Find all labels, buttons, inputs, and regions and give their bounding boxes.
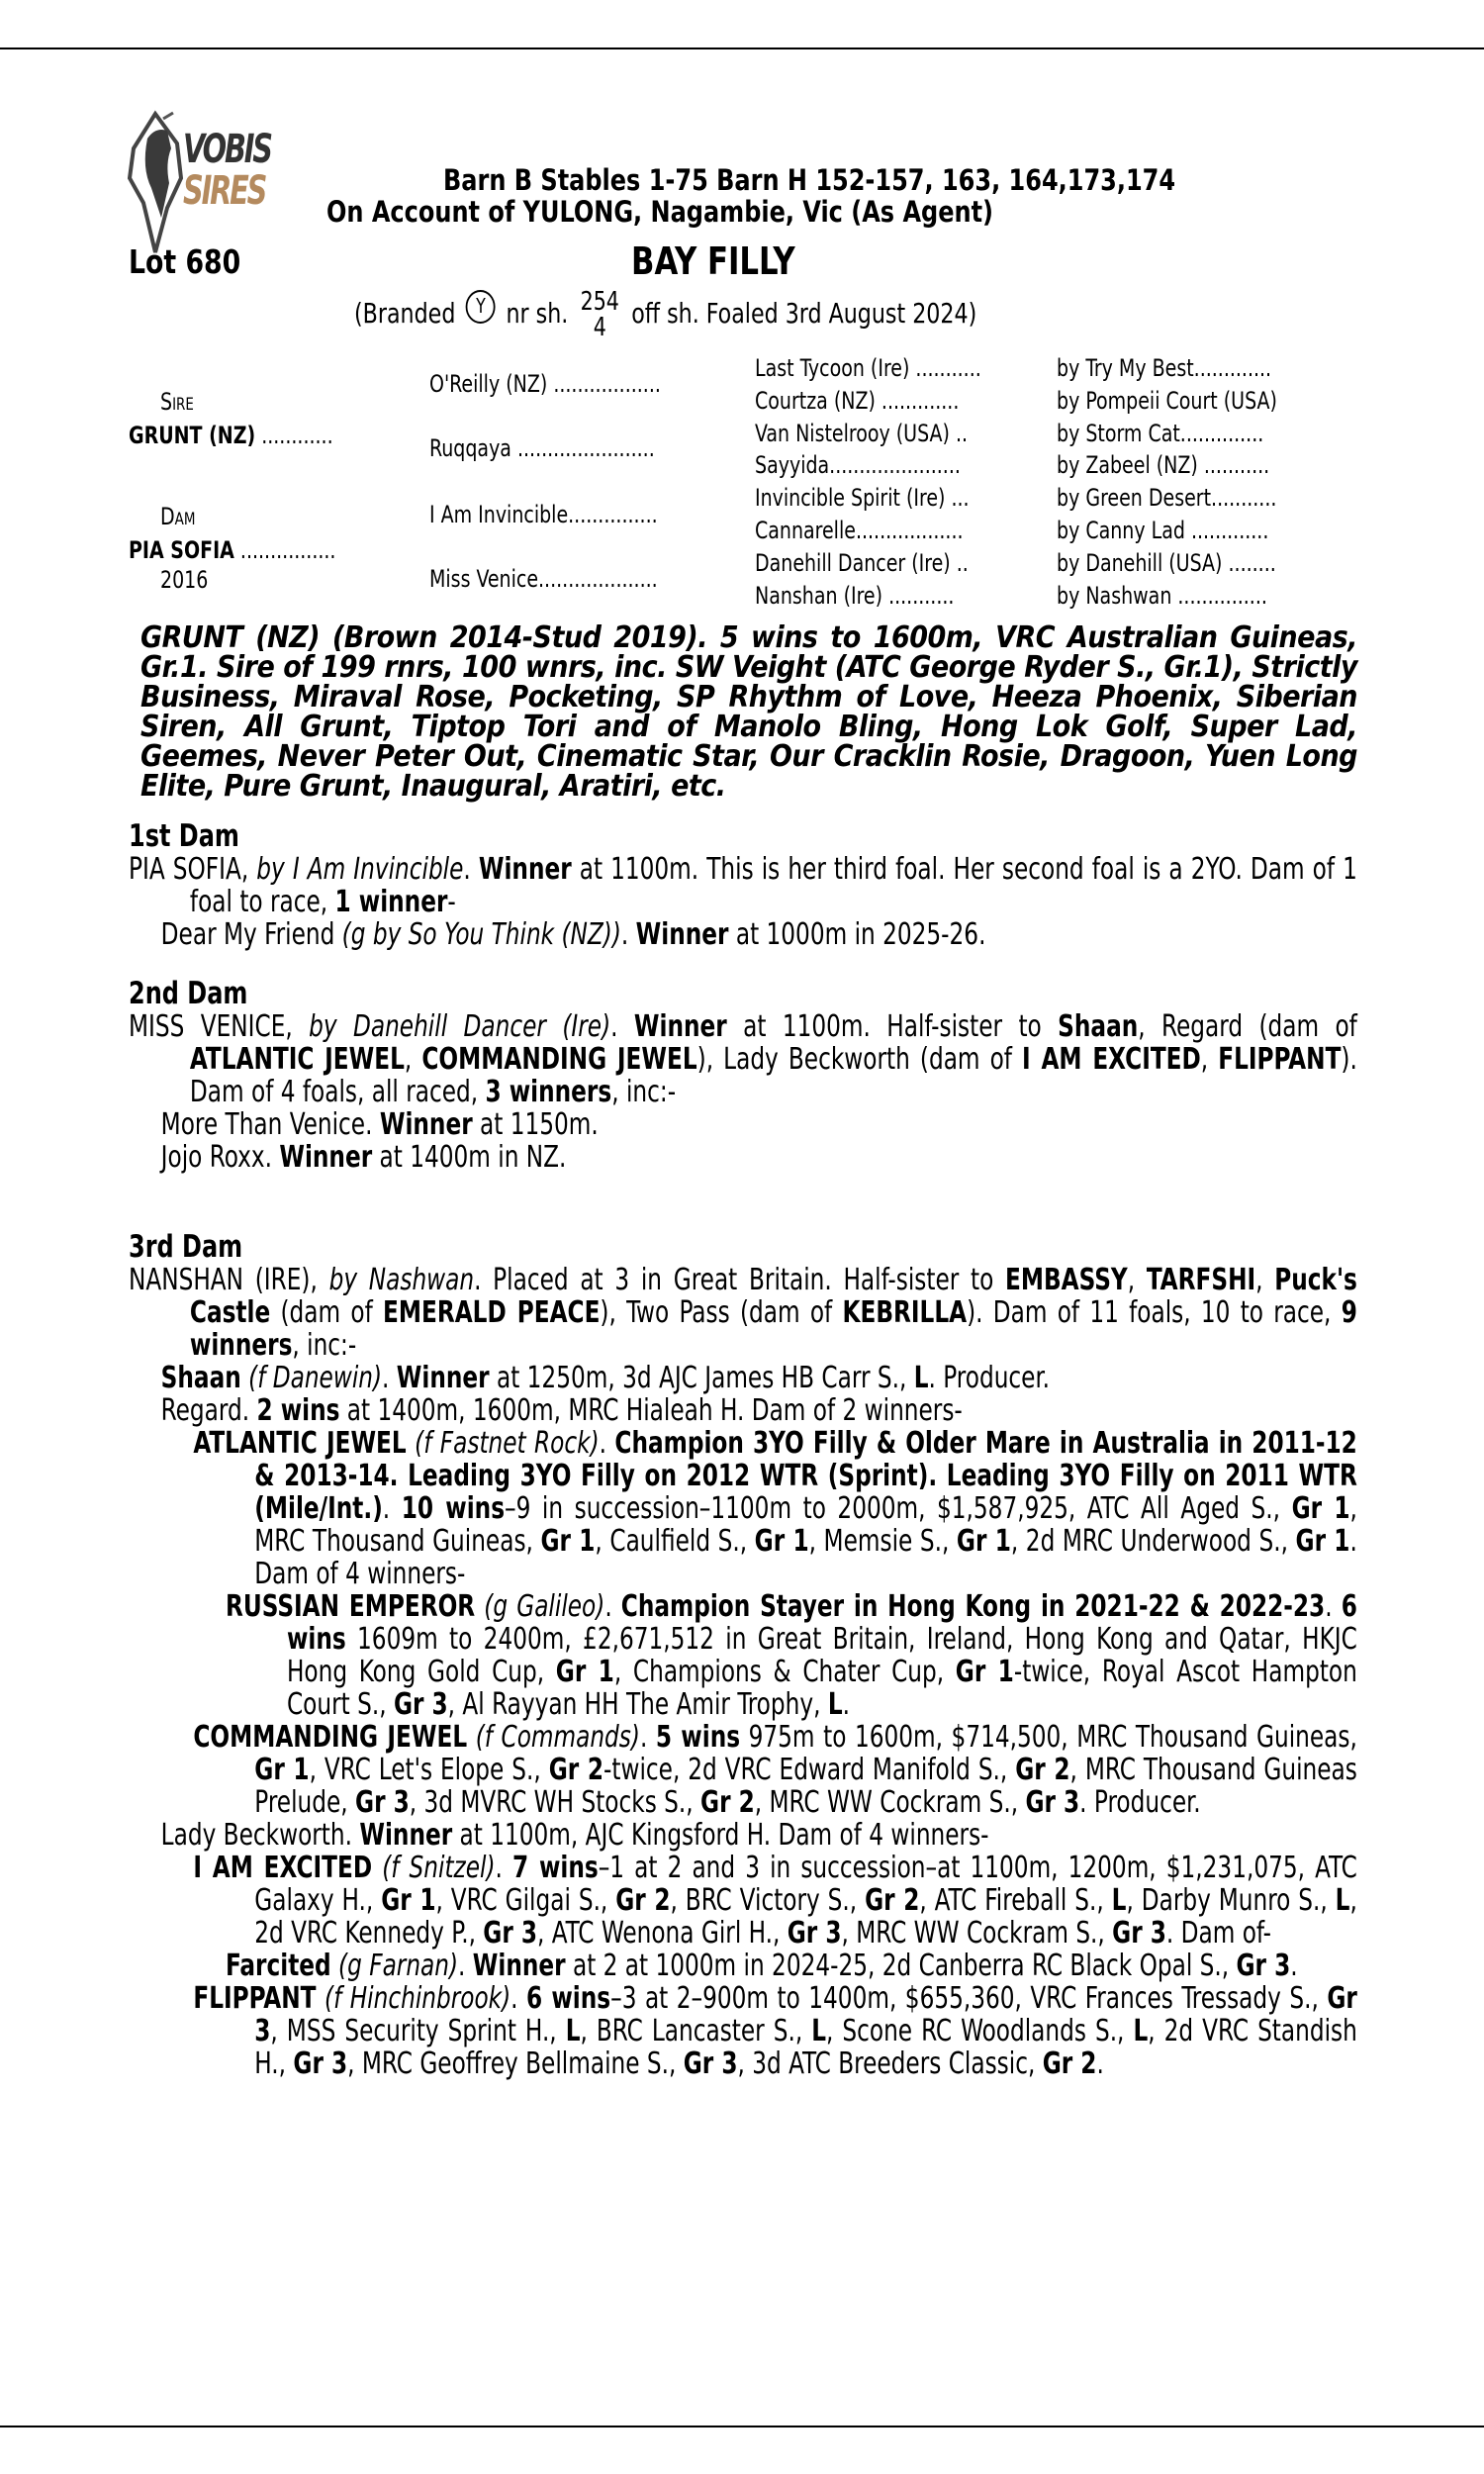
brand-number (581, 289, 619, 340)
logo-word-vobis: VOBIS (183, 127, 271, 172)
text: , (404, 1042, 422, 1077)
text-bold: Gr 2 (700, 1785, 755, 1820)
text: , VRC Let's Elope S., (309, 1753, 549, 1787)
progeny-entry: Farcited (g Farnan). Winner at 2 at 1000m in 2024-25, 2d Canberra RC Black Opal S., Gr 3. (226, 1949, 1298, 1983)
text-bold: Gr 2 (615, 1883, 671, 1918)
progeny-name: RUSSIAN EMPEROR (226, 1589, 476, 1624)
text: at 1400m in NZ. (372, 1140, 567, 1175)
text-bold: Gr 3 (1112, 1916, 1166, 1951)
text-bold: 6 wins (286, 1589, 1357, 1657)
text-bold: Gr 1 (381, 1883, 436, 1918)
text: , VRC Gilgai S., (435, 1883, 616, 1918)
text: . Placed at 3 in Great Britain. Half-sister to (474, 1263, 1006, 1297)
progeny-entry (129, 1819, 1357, 1852)
progeny-sex: (f Commands) (475, 1720, 640, 1755)
text-bold: Gr 2 (1042, 2046, 1097, 2081)
text-bold: L (1133, 2014, 1149, 2048)
text: , MRC WW Cockram S., (841, 1916, 1113, 1951)
dam-name: PIA SOFIA (129, 852, 241, 887)
pedigree-gen2-item: I Am Invincible............... (429, 501, 658, 528)
logo-word-sires: SIRES (183, 168, 266, 214)
text-bold: COMMANDING JEWEL (421, 1042, 697, 1077)
text-bold: Gr 2 (548, 1753, 603, 1787)
progeny-sex: (g by So You Think (NZ)) (341, 917, 621, 952)
second-dam-section (129, 977, 1357, 1174)
text-bold: TARFSHI (1146, 1263, 1256, 1297)
horse-rider-icon (126, 109, 185, 257)
text: -twice, 2d VRC Edward Manifold S., (603, 1753, 1016, 1787)
text-bold: L (913, 1361, 929, 1395)
text: –1 at 2 and 3 in succession–at 1100m, 1200m, $1,231,075, ATC Galaxy H., (254, 1851, 1357, 1918)
sire-summary: GRUNT (NZ) (Brown 2014-Stud 2019). 5 wins to 1600m, VRC Australian Guineas, Gr.1. Sire of 199 rnrs, 100 wnrs, inc. SW Veight (ATC George Ryder S., Gr.1), Strictly Business, Miraval Rose, Pocketing, SP Rhythm of Love, Heeza Phoenix, Siberian Siren, All Grunt, Tiptop Tori and of Manolo Bling, Hong Lok Golf, Super Lad, Geemes, Never Peter Out, Cinematic Star, Our Cracklin Rosie, Dragoon, Yuen Long Elite, Pure Grunt, Inaugural, Aratiri, etc. (140, 620, 1357, 804)
text: at 1150m. (472, 1107, 599, 1142)
pedigree-gen3-item: Nanshan (Ire) ........... (755, 582, 955, 610)
text: at 1100m. This is her third foal. Her second foal is a 2YO. Dam of 1 foal to race, (189, 852, 1357, 919)
text: ), Lady Beckworth (dam of (696, 1042, 1023, 1077)
text-bold: L (827, 1687, 843, 1722)
progeny-sex: (f Danewin) (248, 1361, 383, 1395)
text-bold: 6 wins (526, 1981, 611, 2016)
text: . Producer. (1079, 1785, 1201, 1820)
third-dam-section (129, 1230, 1357, 2080)
first-dam-section (129, 819, 1357, 951)
text: , ATC Wenona Girl H., (537, 1916, 788, 1951)
text-bold: Winner (279, 1140, 373, 1175)
pedigree-gen3-item: Courtza (NZ) ............. (755, 387, 960, 415)
text-bold: 10 wins (401, 1491, 506, 1526)
text: , 2d VRC Standish H., (254, 2014, 1357, 2081)
text-bold: EMERALD PEACE (383, 1295, 601, 1330)
pedigree-gen3-sire: by Green Desert........... (1057, 484, 1277, 512)
text: . Dam of 4 winners- (254, 1524, 1357, 1591)
text: . (1290, 1949, 1298, 1983)
pedigree-gen3-item: Sayyida...................... (755, 451, 961, 479)
pedigree-gen3-item: Invincible Spirit (Ire) ... (755, 484, 970, 512)
text: 1609m to 2400m, £2,671,512 in Great Britain, Ireland, Hong Kong and Qatar, HKJC Hong Kong Gold Cup, (286, 1622, 1357, 1689)
text-bold: Gr 3 (787, 1916, 842, 1951)
section-heading: 2nd Dam (129, 976, 248, 1011)
text: , Regard (dam of (1138, 1009, 1357, 1044)
text-bold: Winner (635, 917, 729, 952)
text: , BRC Victory S., (670, 1883, 866, 1918)
text-bold: Gr 1 (540, 1524, 596, 1559)
dam-name: MISS VENICE (129, 1009, 286, 1044)
dam-sire: by Nashwan (328, 1263, 475, 1297)
pedigree-gen3-item: Danehill Dancer (Ire) .. (755, 549, 969, 577)
text-bold: Champion Stayer in Hong Kong in 2021-22 & 2022-23 (620, 1589, 1326, 1624)
brand-number-bottom: 4 (593, 313, 606, 342)
dam-name: PIA SOFIA (129, 536, 234, 564)
text-bold: Gr 2 (1015, 1753, 1070, 1787)
progeny-name: I AM EXCITED (193, 1851, 373, 1885)
brand-suffix: off sh. Foaled 3rd August 2024) (631, 297, 977, 330)
progeny-entry: FLIPPANT (f Hinchinbrook). 6 wins–3 at 2–900m to 1400m, $655,360, VRC Frances Tressady S., Gr 3, MSS Security Sprint H., L, BRC Lancaster S., L, Scone RC Woodlands S., L, 2d VRC Standish H., Gr 3, MRC Geoffrey Bellmaine S., Gr 3, 3d ATC Breeders Classic, Gr 2. (193, 1981, 1357, 2081)
text: , Champions & Chater Cup, (613, 1655, 956, 1689)
brand-mid: nr sh. (506, 297, 569, 330)
dam-paragraph: NANSHAN (IRE), by Nashwan. Placed at 3 in Great Britain. Half-sister to EMBASSY, TARFSHI, Puck's Castle (dam of EMERALD PEACE), Two Pass (dam of KEBRILLA). Dam of 11 foals, 10 to race, 9 winners, inc:- (129, 1263, 1357, 1363)
pedigree-gen3-sire: by Nashwan ............... (1057, 582, 1267, 610)
text: ). Dam of 4 foals, all raced, (189, 1042, 1357, 1109)
dam-year: 2016 (160, 566, 209, 594)
text: . Dam of- (1165, 1916, 1272, 1951)
text-bold: I AM EXCITED (1022, 1042, 1201, 1077)
text: , 3d ATC Breeders Classic, (737, 2046, 1043, 2081)
text-bold: Winner (396, 1361, 490, 1395)
progeny-entry (129, 1394, 1357, 1427)
text-bold: Gr 1 (254, 1753, 310, 1787)
text-bold: FLIPPANT (1218, 1042, 1342, 1077)
dam-entry (129, 536, 335, 564)
text-bold: Winner (478, 852, 572, 887)
progeny-name: FLIPPANT (193, 1981, 317, 2016)
text-bold: Winner (379, 1107, 473, 1142)
text: . Producer. (928, 1361, 1051, 1395)
brand-description (354, 289, 976, 340)
text-bold: ATLANTIC JEWEL (189, 1042, 405, 1077)
pedigree-gen3-item: Cannarelle.................. (755, 517, 964, 544)
progeny-name: COMMANDING JEWEL (193, 1720, 468, 1755)
text: at 2 at 1000m in 2024-25, 2d Canberra RC Black Opal S., (565, 1949, 1237, 1983)
pedigree-gen3-sire: by Pompeii Court (USA) (1057, 387, 1277, 415)
text-bold: Gr 3 (355, 1785, 410, 1820)
text: , MRC Thousand Guineas, (254, 1491, 1357, 1559)
bottom-rule (0, 2426, 1484, 2427)
text-bold: Winner (472, 1949, 566, 1983)
text-bold: Gr 1 (955, 1655, 1014, 1689)
pedigree-gen3-sire: by Danehill (USA) ........ (1057, 549, 1276, 577)
progeny-name: Lady Beckworth. (160, 1818, 352, 1853)
brand-prefix: (Branded (354, 297, 456, 330)
text-bold: Gr 3 (393, 1687, 448, 1722)
text-bold: 2 wins (256, 1393, 340, 1428)
progeny-sex: (f Fastnet Rock) (415, 1426, 600, 1461)
progeny-name: Shaan (160, 1361, 241, 1395)
section-heading: 1st Dam (129, 818, 239, 854)
text-bold: 7 wins (512, 1851, 599, 1885)
progeny-entry (129, 1108, 1357, 1141)
brand-mark-icon: Y (466, 290, 496, 324)
text-bold: 1 winner (334, 885, 448, 919)
text: . (1096, 2046, 1104, 2081)
progeny-sex: (g Galileo) (484, 1589, 605, 1624)
text-bold: Gr 3 (483, 1916, 538, 1951)
text: , Scone RC Woodlands S., (825, 2014, 1134, 2048)
progeny-sex: (g Farnan) (338, 1949, 459, 1983)
text: ). Dam of 11 foals, 10 to race, (967, 1295, 1342, 1330)
text-bold: Gr 3 (1025, 1785, 1080, 1820)
pedigree-gen3-sire: by Zabeel (NZ) ........... (1057, 451, 1270, 479)
text: at 1000m in 2025-26. (728, 917, 986, 952)
text: , MRC Geoffrey Bellmaine S., (347, 2046, 684, 2081)
progeny-entry: ATLANTIC JEWEL (f Fastnet Rock). Champion 3YO Filly & Older Mare in Australia in 2011-12 & 2013-14. Leading 3YO Filly on 2012 WTR (Sprint). Leading 3YO Filly on 2011 WTR (Mile/Int.). 10 wins–9 in succession–1100m to 2000m, $1,587,925, ATC All Aged S., Gr 1, MRC Thousand Guineas, Gr 1, Caulfield S., Gr 1, Memsie S., Gr 1, 2d MRC Underwood S., Gr 1. Dam of 4 winners- (193, 1426, 1357, 1591)
text: , MRC WW Cockram S., (754, 1785, 1026, 1820)
progeny-entry: I AM EXCITED (f Snitzel). 7 wins–1 at 2 and 3 in succession–at 1100m, 1200m, $1,231,075, ATC Galaxy H., Gr 1, VRC Gilgai S., Gr 2, BRC Victory S., Gr 2, ATC Fireball S., L, Darby Munro S., L, 2d VRC Kennedy P., Gr 3, ATC Wenona Girl H., Gr 3, MRC WW Cockram S., Gr 3. Dam of- (193, 1851, 1357, 1951)
progeny-name: Farcited (226, 1949, 331, 1983)
text: , inc:- (292, 1328, 357, 1363)
text-bold: Gr 3 (254, 1981, 1357, 2048)
text: –3 at 2–900m to 1400m, $655,360, VRC Frances Tressady S., (610, 1981, 1328, 2016)
text-bold: Gr 3 (683, 2046, 738, 2081)
text-bold: Gr 1 (555, 1655, 614, 1689)
progeny-entry: Shaan (f Danewin). Winner at 1250m, 3d AJC James HB Carr S., L. Producer. (160, 1361, 1051, 1395)
text: , Al Rayyan HH The Amir Trophy, (447, 1687, 828, 1722)
dam-sire: by Danehill Dancer (Ire) (309, 1009, 611, 1044)
text-bold: Gr 1 (1291, 1491, 1350, 1526)
text: , (1255, 1263, 1275, 1297)
sire-name: GRUNT (NZ) (129, 422, 256, 449)
text: , Caulfield S., (595, 1524, 755, 1559)
pedigree-gen3-sire: by Try My Best............. (1057, 354, 1272, 382)
text-bold: L (565, 2014, 581, 2048)
text-bold: L (811, 2014, 826, 2048)
text-bold: 3 winners (485, 1075, 612, 1109)
progeny-entry: Dear My Friend (g by So You Think (NZ)). Winner at 1000m in 2025-26. (160, 917, 986, 952)
text: at 1100m, AJC Kingsford H. Dam of 4 winners- (452, 1818, 989, 1853)
text: (dam of (270, 1295, 384, 1330)
progeny-sex: (f Hinchinbrook) (325, 1981, 511, 2016)
text: –9 in succession–1100m to 2000m, $1,587,925, ATC All Aged S., (505, 1491, 1292, 1526)
vendor-line: On Account of YULONG, Nagambie, Vic (As Agent) (326, 195, 994, 229)
progeny-entry: RUSSIAN EMPEROR (g Galileo). Champion Stayer in Hong Kong in 2021-22 & 2022-23. 6 wins 1609m to 2400m, £2,671,512 in Great Britain, Ireland, Hong Kong and Qatar, HKJC Hong Kong Gold Cup, Gr 1, Champions & Chater Cup, Gr 1-twice, Royal Ascot Hampton Court S., Gr 3, Al Rayyan HH The Amir Trophy, L. (226, 1589, 1357, 1722)
pedigree-gen3-sire: by Storm Cat.............. (1057, 420, 1264, 447)
text: , (1200, 1042, 1219, 1077)
vobis-sires-logo (126, 109, 324, 257)
dam-label: Dam (160, 503, 196, 530)
text-bold: Winner (359, 1818, 453, 1853)
text: at 1400m, 1600m, MRC Hialeah H. Dam of 2 winners- (339, 1393, 963, 1428)
text-bold: Winner (633, 1009, 727, 1044)
text: at 1100m. Half-sister to (726, 1009, 1059, 1044)
section-heading: 3rd Dam (129, 1229, 243, 1265)
text: , BRC Lancaster S., (580, 2014, 812, 2048)
text-bold: Puck's Castle (189, 1263, 1357, 1330)
progeny-name: ATLANTIC JEWEL (193, 1426, 407, 1461)
dam-dots: ................ (239, 536, 336, 564)
progeny-name: Regard. (160, 1393, 250, 1428)
pedigree-gen3-item: Last Tycoon (Ire) ........... (755, 354, 981, 382)
text-bold: Champion 3YO Filly & Older Mare in Australia in 2011-12 & 2013-14. Leading 3YO Filly on 2012 WTR (Sprint). Leading 3YO Filly on 2011 WTR (Mile/Int.) (254, 1426, 1357, 1526)
sire-entry (129, 422, 333, 449)
text: ), Two Pass (dam of (600, 1295, 843, 1330)
text-bold: Shaan (1058, 1009, 1139, 1044)
text-bold: KEBRILLA (842, 1295, 968, 1330)
text-bold: Gr 1 (754, 1524, 809, 1559)
text-bold: Gr 3 (1236, 1949, 1291, 1983)
progeny-name: Dear My Friend (160, 917, 335, 952)
text: , 2d VRC Kennedy P., (254, 1883, 1357, 1951)
text-bold: Gr 1 (956, 1524, 1011, 1559)
dam-name: NANSHAN (IRE) (129, 1263, 311, 1297)
text-bold: Gr 1 (1295, 1524, 1350, 1559)
pedigree-gen3-sire: by Canny Lad ............. (1057, 517, 1269, 544)
progeny-name: More Than Venice. (160, 1107, 373, 1142)
pedigree-gen2-item: O'Reilly (NZ) .................. (429, 370, 661, 398)
text: , inc:- (611, 1075, 677, 1109)
text-bold: L (1111, 1883, 1127, 1918)
pedigree-gen2-item: Miss Venice.................... (429, 565, 658, 593)
lot-number: Lot 680 (129, 242, 241, 281)
text-bold: EMBASSY (1005, 1263, 1128, 1297)
text-bold: Gr 3 (293, 2046, 348, 2081)
text: at 1250m, 3d AJC James HB Carr S., (489, 1361, 914, 1395)
text: , (1127, 1263, 1147, 1297)
dam-paragraph: PIA SOFIA, by I Am Invincible. Winner at 1100m. This is her third foal. Her second foal is a 2YO. Dam of 1 foal to race, 1 winner- (129, 852, 1357, 919)
text: , ATC Fireball S., (919, 1883, 1112, 1918)
pedigree-gen2-item: Ruqqaya ....................... (429, 434, 655, 462)
text: 975m to 1600m, $714,500, MRC Thousand Guineas, (740, 1720, 1357, 1755)
text-bold: 5 wins (655, 1720, 741, 1755)
dam-paragraph: MISS VENICE, by Danehill Dancer (Ire). Winner at 1100m. Half-sister to Shaan, Regard (dam of ATLANTIC JEWEL, COMMANDING JEWEL), Lady Beckworth (dam of I AM EXCITED, FLIPPANT). Dam of 4 foals, all raced, 3 winners, inc:- (129, 1009, 1357, 1109)
text-bold: Gr 2 (865, 1883, 920, 1918)
sire-label: Sire (160, 388, 194, 416)
dam-sire: by I Am Invincible (256, 852, 464, 887)
text: , MRC Thousand Guineas Prelude, (254, 1753, 1357, 1820)
progeny-entry: COMMANDING JEWEL (f Commands). 5 wins 975m to 1600m, $714,500, MRC Thousand Guineas, Gr 1, VRC Let's Elope S., Gr 2-twice, 2d VRC Edward Manifold S., Gr 2, MRC Thousand Guineas Prelude, Gr 3, 3d MVRC WH Stocks S., Gr 2, MRC WW Cockram S., Gr 3. Producer. (193, 1720, 1357, 1820)
text: , 2d MRC Underwood S., (1010, 1524, 1296, 1559)
progeny-entry (129, 1141, 1357, 1174)
text-bold: 9 winners (189, 1295, 1357, 1363)
brand-number-top: 254 (580, 287, 619, 317)
text: , Memsie S., (808, 1524, 957, 1559)
text-bold: L (1335, 1883, 1350, 1918)
pedigree-gen3-item: Van Nistelrooy (USA) .. (755, 420, 969, 447)
progeny-name: Jojo Roxx. (160, 1140, 272, 1175)
sire-dots: ............ (261, 422, 333, 449)
progeny-sex: (f Snitzel) (382, 1851, 496, 1885)
text: , 3d MVRC WH Stocks S., (409, 1785, 701, 1820)
text: , MSS Security Sprint H., (270, 2014, 566, 2048)
top-rule (0, 48, 1484, 49)
text: , Darby Munro S., (1126, 1883, 1336, 1918)
text: - (447, 885, 456, 919)
stable-location: Barn B Stables 1-75 Barn H 152-157, 163, 164,173,174 (443, 163, 1176, 197)
text: . (842, 1687, 850, 1722)
text: -twice, Royal Ascot Hampton Court S., (286, 1655, 1357, 1722)
lot-title: BAY FILLY (631, 239, 795, 283)
